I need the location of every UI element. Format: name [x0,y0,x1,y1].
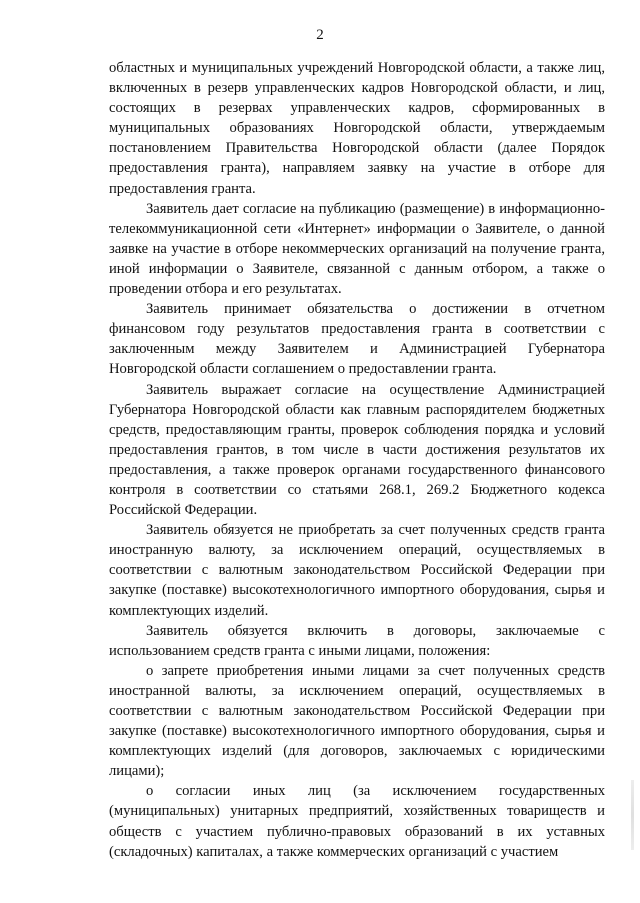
list-item-consent-others: о согласии иных лиц (за исключением государственных (муниципальных) унитарных предприятий, хозяйственных товариществ и обществ с участием публично-правовых образований в их уставных (складочных) капиталах, а также коммерческих организаций с участием [109,783,605,860]
paragraph-obligations-results: Заявитель принимает обязательства о достижении в отчетном финансовом году результатов предоставления гранта в соответствии с заключенным между Заявителем и Администрацией Губернатора Новгородской области соглашением о предоставлении гранта. [109,301,605,378]
list-item-currency-ban: о запрете приобретения иными лицами за счет полученных средств иностранной валюты, за исключением операций, осуществляемых в соответствии с валютным законодательством Российской Федерации при закупке (поставке) высокотехнологичного импортного оборудования, сырья и комплектующих изделий (для договоров, заключаемых с юридическими лицами); [109,662,605,780]
scan-edge-mark [631,780,634,850]
document-body [109,58,605,862]
paragraph-consent-audits: Заявитель выражает согласие на осуществление Администрацией Губернатора Новгородской области как главным распорядителем бюджетных средств, предоставляющим гранты, проверок соблюдения порядка и условий предоставления грантов, в том числе в части достижения результатов их предоставления, а также проверок органами государственного финансового контроля в соответствии со статьями 268.1, 269.2 Бюджетного кодекса Российской Федерации. [109,381,605,519]
paragraph-contract-provisions: Заявитель обязуется включить в договоры, заключаемые с использованием средств гранта с иными лицами, положения: [109,622,605,659]
paragraph-1-continuation: областных и муниципальных учреждений Новгородской области, а также лиц, включенных в резерв управленческих кадров Новгородской области, и лиц, состоящих в резервах управленческих кадров, сформированных в муниципальных образованиях Новгородской области, утверждаемым постановлением Правительства Новгородской области (далее Порядок предоставления гранта), направляем заявку на участие в отборе для предоставления гранта. [109,60,605,197]
page-number: 2 [316,27,324,43]
paragraph-consent-publication: Заявитель дает согласие на публикацию (размещение) в информационно-телекоммуникационной сети «Интернет» информации о Заявителе, о данной заявке на участие в отборе некоммерческих организаций на получение гранта, иной информации о Заявителе, связанной с данным отбором, а также о проведении отбора и его результатах. [109,200,605,298]
paragraph-foreign-currency: Заявитель обязуется не приобретать за счет полученных средств гранта иностранную валюту, за исключением операций, осуществляемых в соответствии с валютным законодательством Российской Федерации при закупке (поставке) высокотехнологичного импортного оборудования, сырья и комплектующих изделий. [109,522,605,619]
